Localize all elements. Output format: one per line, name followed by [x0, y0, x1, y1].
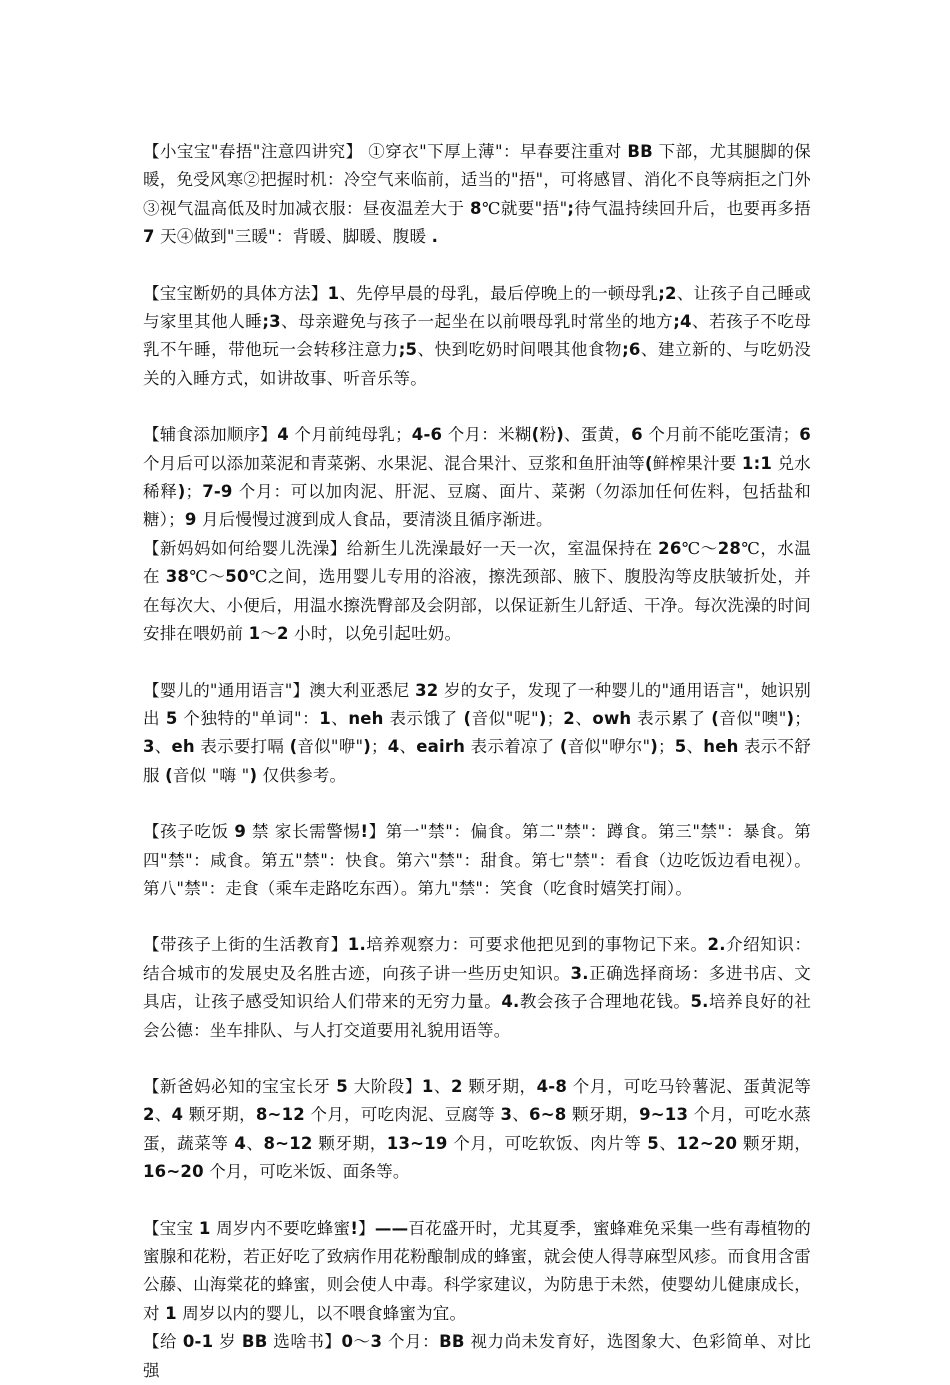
bold-text: 1 — [421, 1076, 434, 1096]
bold-text: BB — [627, 142, 653, 161]
bold-text: ( — [711, 708, 720, 728]
text-run: 音似"呢" — [471, 708, 539, 728]
bold-text: ;2 — [658, 283, 677, 303]
bold-text: 3 — [143, 737, 155, 757]
bold-text: ;6 — [622, 340, 641, 360]
bold-text: 2 — [563, 708, 575, 728]
bold-text: ) — [786, 708, 795, 728]
bold-text: 9 — [234, 822, 247, 842]
bold-text: eh — [171, 737, 195, 757]
bold-text: ) — [249, 765, 258, 785]
bold-text: BB — [439, 1332, 465, 1352]
text-run: 、母亲避免与孩子一起坐在以前喂母乳时常坐的地方 — [280, 312, 674, 332]
bold-text: ;3 — [262, 312, 281, 332]
text-run: 培养观察力：可要求他把见到的事物记下来。 — [365, 935, 708, 955]
text-run: ； — [185, 482, 203, 502]
bold-text: 4 — [171, 1105, 184, 1125]
text-run: 禁 家长需警惕 — [246, 822, 361, 842]
bold-text: eairh — [416, 737, 466, 757]
bold-text: ( — [559, 737, 568, 757]
bold-text: 5 — [647, 1133, 659, 1153]
bold-text: 5 — [336, 1076, 348, 1096]
bold-text: 1 — [165, 1303, 177, 1323]
bold-text: 1. — [347, 935, 366, 955]
text-run: 【辅食添加顺序】 — [143, 425, 278, 445]
bold-text: 5 — [674, 737, 687, 757]
text-run: 视力尚未发育好，选图象大、色彩简单、对比强 — [143, 1332, 811, 1380]
text-run: 个月，可吃软饭、肉片等 — [447, 1133, 648, 1153]
text-run: 选啥书】 — [267, 1332, 342, 1352]
bold-text: 2 — [277, 624, 289, 644]
text-run: 】第一"禁"：偏食。第二"禁"：蹲食。第三"禁"：暴食。第四"禁"：咸食。第五"禁"：快食。第六"禁"：甜食。第七"禁"：看食（边吃饭边看电视）。第八"禁"：走食（乘车走路吃东西）。第九"禁"：笑食（吃食时嬉笑打闹）。 — [143, 822, 811, 898]
bold-text: 2 — [143, 1105, 155, 1125]
paragraph — [143, 677, 811, 791]
bold-text: 1 — [319, 708, 331, 728]
bold-text: 9 — [184, 510, 197, 530]
text-run: 、 — [154, 737, 172, 757]
bold-text: ; — [567, 198, 575, 218]
text-run: 音似"咿" — [297, 737, 364, 757]
text-run: 表示累了 — [631, 708, 712, 728]
bold-text: neh — [348, 708, 384, 728]
text-run: 音似 "嗨 " — [172, 765, 250, 785]
text-run: 【婴儿的"通用语言"】澳大利亚悉尼 — [143, 680, 416, 700]
text-run: 】 — [358, 1218, 375, 1238]
bold-text: 2 — [450, 1076, 463, 1096]
text-run: 、 — [433, 1076, 451, 1096]
document-body — [143, 138, 811, 1385]
paragraph — [143, 421, 811, 535]
text-run: ℃，水温在 — [143, 538, 811, 587]
bold-text: ;4 — [673, 312, 692, 332]
bold-text: 3. — [570, 963, 589, 983]
text-run: 颗牙期， — [183, 1105, 256, 1125]
text-run: 待气温持续回升后，也要再多捂 — [574, 198, 811, 218]
text-run: 【新爸妈必知的宝宝长牙 — [143, 1076, 337, 1096]
text-run: 粉 — [539, 425, 557, 445]
text-run: 【给 — [143, 1332, 183, 1352]
bold-text: —— — [374, 1218, 409, 1238]
bold-text: ! — [360, 822, 369, 842]
text-run: 鲜榨果汁要 — [652, 453, 742, 473]
bold-text: 6 — [631, 425, 643, 445]
text-run: 个月，可吃水蒸蛋，蔬菜等 — [143, 1105, 812, 1153]
text-run: 个月前不能吃蛋清； — [642, 425, 800, 445]
text-run: 颗牙期， — [737, 1133, 812, 1153]
text-run: 、 — [154, 1105, 172, 1125]
text-run: 月后慢慢过渡到成人食品，要清淡且循序渐进。 — [196, 510, 553, 530]
bold-text: 1 — [198, 1218, 211, 1238]
bold-text: owh — [592, 708, 632, 728]
bold-text: 13~19 — [386, 1133, 448, 1153]
bold-text: 6~8 — [529, 1105, 567, 1125]
bold-text: 2. — [707, 935, 726, 955]
text-run: 颗牙期， — [566, 1105, 640, 1125]
text-run: 、若孩子不吃母乳不午睡，带他玩一会转移注意力 — [143, 312, 812, 360]
text-run: 周岁内不要吃蜂蜜 — [210, 1218, 351, 1238]
text-run: 个月，可吃马铃薯泥、蛋黄泥等 — [567, 1076, 812, 1096]
bold-text: 8 — [470, 198, 482, 218]
text-run: ； — [371, 737, 388, 757]
text-run: 、 — [686, 737, 704, 757]
bold-text: 4 — [277, 425, 289, 445]
text-run: ℃就要"捂" — [481, 198, 568, 218]
bold-text: 0 — [341, 1332, 354, 1352]
text-run: 颗牙期， — [312, 1133, 387, 1153]
text-run: 个独特的"单词"： — [177, 708, 320, 728]
bold-text: heh — [703, 737, 739, 757]
text-run: 岁的女子，发现了一种婴儿的"通用语言"，她识别出 — [143, 680, 811, 728]
text-run: 、建立新的、与吃奶没关的入睡方式，如讲故事、听音乐等。 — [143, 340, 812, 388]
text-run: 个月： — [382, 1332, 440, 1352]
bold-text: 4-6 — [411, 425, 443, 445]
bold-text: ( — [531, 425, 540, 445]
text-run: 岁 — [213, 1332, 242, 1352]
bold-text: ! — [350, 1218, 359, 1238]
text-run: ～ — [353, 1332, 371, 1352]
text-run: 、 — [512, 1105, 530, 1125]
bold-text: ) — [538, 708, 547, 728]
text-run: 【带孩子上街的生活教育】 — [143, 935, 348, 955]
text-run: 表示饿了 — [383, 708, 464, 728]
text-run: 培养良好的社会公德：坐车排队、与人打交道要用礼貌用语等。 — [143, 992, 812, 1040]
text-run: 、 — [246, 1133, 264, 1153]
text-run: 大阶段】 — [347, 1076, 422, 1096]
text-run: 个月前纯母乳； — [288, 425, 412, 445]
bold-text: 5 — [165, 708, 178, 728]
text-run: ； — [658, 737, 675, 757]
text-run: 个月：米糊 — [442, 425, 532, 445]
text-run: 音似"噢" — [719, 708, 787, 728]
bold-text: 9~13 — [639, 1105, 689, 1125]
paragraph — [143, 931, 811, 1045]
text-run: 【宝宝断奶的具体方法】 — [143, 283, 328, 303]
text-run: ； — [794, 708, 811, 728]
text-run: ℃～ — [189, 567, 226, 587]
bold-text: ) — [363, 737, 372, 757]
text-run: 【宝宝 — [143, 1218, 199, 1238]
bold-text: ( — [165, 765, 173, 785]
text-run: ； — [546, 708, 564, 728]
bold-text: ) — [650, 737, 659, 757]
text-run: 小时，以免引起吐奶。 — [288, 624, 462, 644]
text-run: 个月：可以加肉泥、肝泥、豆腐、面片、菜粥（勿添加任何佐料，包括盐和糖）； — [143, 482, 812, 530]
text-run: 颗牙期， — [462, 1076, 537, 1096]
bold-text: 3 — [370, 1332, 383, 1352]
paragraph — [143, 535, 811, 649]
bold-text: ( — [463, 708, 472, 728]
bold-text: 50 — [225, 567, 249, 587]
bold-text: 4 — [387, 737, 400, 757]
bold-text: ) — [556, 425, 564, 445]
paragraph — [143, 1328, 811, 1385]
text-run: 、 — [399, 737, 417, 757]
text-run: 周岁以内的婴儿，以不喂食蜂蜜为宜。 — [176, 1303, 467, 1323]
paragraph — [143, 138, 811, 252]
bold-text: 1 — [248, 624, 261, 644]
paragraph — [143, 818, 811, 903]
text-run: 表示着凉了 — [465, 737, 560, 757]
text-run: 兑水稀释 — [143, 453, 812, 502]
paragraph — [143, 1073, 811, 1187]
text-run: 【小宝宝"春捂"注意四讲究】 ①穿衣"下厚上薄"：早春要注重对 — [143, 142, 628, 161]
bold-text: 1:1 — [741, 453, 773, 473]
bold-text: 7 — [143, 227, 155, 247]
text-run: 表示不舒服 — [143, 737, 811, 785]
bold-text: 5. — [690, 992, 709, 1012]
bold-text: ( — [644, 453, 653, 473]
text-run: ℃～ — [681, 538, 718, 558]
text-run: ～ — [260, 624, 278, 644]
text-run: 、 — [658, 1133, 677, 1153]
bold-text: 38 — [165, 567, 190, 587]
paragraph — [143, 280, 811, 394]
bold-text: 8~12 — [255, 1105, 305, 1125]
bold-text: 3 — [500, 1105, 513, 1125]
text-run: 、快到吃奶时间喂其他食物 — [417, 340, 623, 360]
text-run: 【孩子吃饭 — [143, 822, 235, 842]
text-run: 、先停早晨的母乳，最后停晚上的一顿母乳 — [339, 283, 659, 303]
text-run: 、 — [330, 708, 349, 728]
text-run: ℃之间，选用婴儿专用的浴液，擦洗颈部、腋下、腹股沟等皮肤皱折处，并在每次大、小便后，用温水擦洗臀部及会阴部，以保证新生儿舒适、干净。每次洗澡的时间安排在喂奶前 — [143, 567, 811, 644]
bold-text: ;5 — [398, 340, 418, 360]
bold-text: 16~20 — [143, 1162, 204, 1182]
text-run: 正确选择商场：多进书店、文具店，让孩子感受知识给人们带来的无穷力量。 — [143, 963, 811, 1012]
bold-text: 4 — [234, 1133, 246, 1153]
text-run: 个月后可以添加菜泥和青菜粥、水果泥、混合果汁、豆浆和鱼肝油等 — [143, 453, 645, 473]
text-run: 、蛋黄， — [563, 425, 632, 445]
bold-text: 7-9 — [202, 482, 233, 502]
bold-text: 6 — [799, 425, 811, 445]
text-run: 仅供参考。 — [257, 765, 347, 785]
bold-text: 26 — [658, 538, 682, 558]
bold-text: 4-8 — [536, 1076, 568, 1096]
bold-text: ( — [289, 737, 298, 757]
text-run: 个月，可吃米饭、面条等。 — [203, 1162, 410, 1182]
text-run: 下部，尤其腿脚的保暖，免受风寒②把握时机：冷空气来临前，适当的"捂"，可将感冒、消化不良等病拒之门外③视气温高低及时加减衣服：昼夜温差大于 — [143, 142, 812, 218]
text-run: 个月，可吃肉泥、豆腐等 — [304, 1105, 501, 1125]
bold-text: 8~12 — [263, 1133, 313, 1153]
bold-text: 28 — [717, 538, 742, 558]
text-run: 、让孩子自己睡或与家里其他人睡 — [143, 283, 811, 332]
text-run: 音似"咿尔" — [567, 737, 651, 757]
bold-text: 32 — [415, 680, 439, 700]
paragraph — [143, 1215, 811, 1329]
text-run: 、 — [574, 708, 593, 728]
text-run: 介绍知识：结合城市的发展史及名胜古迹，向孩子讲一些历史知识。 — [143, 935, 812, 983]
text-run: 天④做到"三暖"：背暖、脚暖、腹暖 — [154, 227, 432, 247]
bold-text: BB — [241, 1332, 268, 1352]
bold-text: . — [431, 227, 439, 247]
bold-text: 1 — [327, 283, 340, 303]
text-run: 教会孩子合理地花钱。 — [519, 992, 691, 1012]
bold-text: 12~20 — [676, 1133, 738, 1153]
text-run: 【新妈妈如何给婴儿洗澡】给新生儿洗澡最好一天一次，室温保持在 — [143, 538, 659, 558]
text-run: 表示要打嗝 — [194, 737, 290, 757]
bold-text: 4. — [501, 992, 520, 1012]
bold-text: 0-1 — [182, 1332, 214, 1352]
text-run: 百花盛开时，尤其夏季，蜜蜂难免采集一些有毒植物的蜜腺和花粉，若正好吃了致病作用花粉酿制成的蜂蜜，就会使人得荨麻型风疹。而食用含雷公藤、山海棠花的蜂蜜，则会使人中毒。科学家建议，为防患于未然，使婴幼儿健康成长，对 — [143, 1218, 811, 1323]
bold-text: ) — [177, 482, 186, 502]
